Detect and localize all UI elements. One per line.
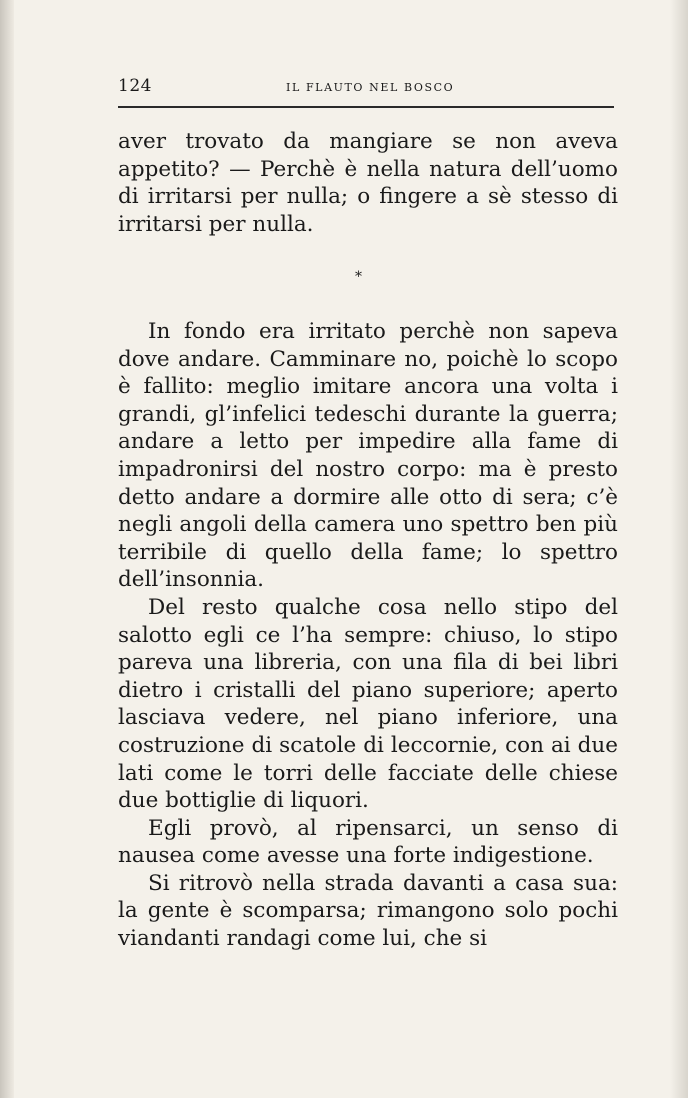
paragraph: In fondo era irritato perchè non sapeva dove andare. Camminare no, poichè lo scopo è fallito: meglio imitare ancora una volta i grandi, gl’infelici tedeschi durante la guerra; andare a letto per impedire alla fame di impadronirsi del nostro corpo: ma è presto detto andare a dormire alle otto di sera; c’è negli angoli della camera uno spettro ben più terribile di quello della fame; lo spettro dell’insonnia. [118, 319, 618, 593]
paragraph-continuation: aver trovato da mangiare se non aveva appetito? — Perchè è nella natura dell’uomo di irritarsi per nulla; o fingere a sè stesso di irritarsi per nulla. [118, 129, 618, 237]
page-edge-left [0, 0, 14, 1098]
page-header [118, 76, 614, 100]
section-separator: * [355, 269, 362, 285]
text-block-main [118, 318, 618, 953]
header-rule [118, 106, 614, 108]
paragraph: Del resto qualche cosa nello stipo del salotto egli ce l’ha sempre: chiuso, lo stipo pareva una libreria, con una fila di bei libri dietro i cristalli del piano superiore; aperto lasciava vedere, nel piano inferiore, una costruzione di scatole di leccornie, con ai due lati come le torri delle facciate delle chiese due bottiglie di liquori. [118, 594, 618, 814]
page-number: 124 [118, 76, 152, 96]
page-edge-right [670, 0, 688, 1098]
running-title: IL FLAUTO NEL BOSCO [286, 81, 455, 94]
text-block-top [118, 128, 618, 238]
paragraph: Si ritrovò nella strada davanti a casa sua: la gente è scomparsa; rimangono solo pochi viandanti randagi come lui, che si [118, 870, 618, 952]
paragraph: Egli provò, al ripensarci, un senso di nausea come avesse una forte indigestione. [118, 815, 618, 869]
